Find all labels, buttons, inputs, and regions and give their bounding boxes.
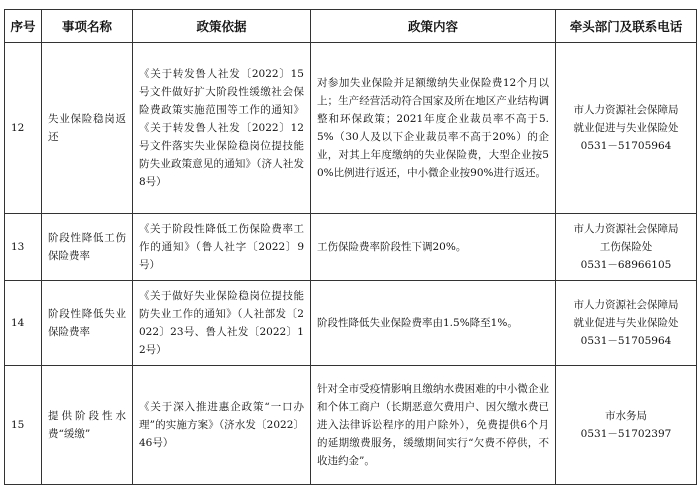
item-name: 阶段性降低失业保险费率 [42, 281, 133, 366]
header-row [5, 10, 697, 43]
header-item-name: 事项名称 [42, 10, 133, 43]
row-number: 13 [5, 214, 42, 281]
contact-phone: 0531－51702397 [580, 428, 672, 440]
table-row [5, 281, 697, 366]
header-no: 序号 [5, 10, 42, 43]
policy-content: 阶段性降低失业保险费率由1.5%降至1%。 [311, 281, 556, 366]
row-number: 12 [5, 43, 42, 214]
policy-content: 工伤保险费率阶段性下调20%。 [311, 214, 556, 281]
header-policy-basis: 政策依据 [133, 10, 311, 43]
department-name: 市人力资源社会保障局 [573, 299, 679, 311]
table-row [5, 214, 697, 281]
table-row [5, 366, 697, 485]
item-name: 失业保险稳岗返还 [42, 43, 133, 214]
policy-content: 针对全市受疫情影响且缴纳水费困难的中小微企业和个体工商户（长期恶意欠费用户、因欠缴水费已进入法律诉讼程序的用户除外），免费提供6个月的延期缴费服务，缓缴期间实行“欠费不停供，不收违约金”。 [311, 366, 556, 485]
policy-basis: 《关于转发鲁人社发〔2022〕15号文件做好扩大阶段性缓缴社会保险费政策实施范围等工作的通知》《关于转发鲁人社发〔2022〕12号文件落实失业保险稳岗位提技能防失业政策意见的通知》（济人社发8号） [133, 43, 311, 214]
department-contact [556, 43, 697, 214]
row-number: 14 [5, 281, 42, 366]
department-name: 市人力资源社会保障局 [573, 223, 679, 235]
department-name: 市水务局 [605, 410, 647, 422]
header-department-contact: 牵头部门及联系电话 [556, 10, 697, 43]
contact-phone: 0531－51705964 [580, 140, 672, 152]
contact-phone: 0531－68966105 [580, 259, 672, 271]
department-division: 就业促进与失业保险处 [573, 122, 679, 134]
policy-content: 对参加失业保险并足额缴纳失业保险费12个月以上；生产经营活动符合国家及所在地区产业结构调整和环保政策；2021年度企业裁员率不高于5.5%（30人及以下企业裁员率不高于20%）的企业，对其上年度缴纳的失业保险费，大型企业按50%比例进行返还，中小微企业按90%进行返还。 [311, 43, 556, 214]
policy-basis: 《关于阶段性降低工伤保险费率工作的通知》（鲁人社字〔2022〕9号） [133, 214, 311, 281]
policy-basis: 《关于深入推进惠企政策“一口办理”的实施方案》（济水发〔2022〕46号） [133, 366, 311, 485]
table-row [5, 43, 697, 214]
item-name: 阶段性降低工伤保险费率 [42, 214, 133, 281]
policy-table [4, 9, 697, 485]
department-division: 工伤保险处 [599, 241, 653, 253]
policy-basis: 《关于做好失业保险稳岗位提技能防失业工作的通知》（人社部发〔2022〕23号、鲁人社发〔2022〕12号） [133, 281, 311, 366]
department-contact [556, 214, 697, 281]
contact-phone: 0531－51705964 [580, 335, 672, 347]
item-name: 提供阶段性水费“缓缴” [42, 366, 133, 485]
department-contact [556, 366, 697, 485]
header-policy-content: 政策内容 [311, 10, 556, 43]
department-name: 市人力资源社会保障局 [573, 104, 679, 116]
department-division: 就业促进与失业保险处 [573, 317, 679, 329]
department-contact [556, 281, 697, 366]
row-number: 15 [5, 366, 42, 485]
